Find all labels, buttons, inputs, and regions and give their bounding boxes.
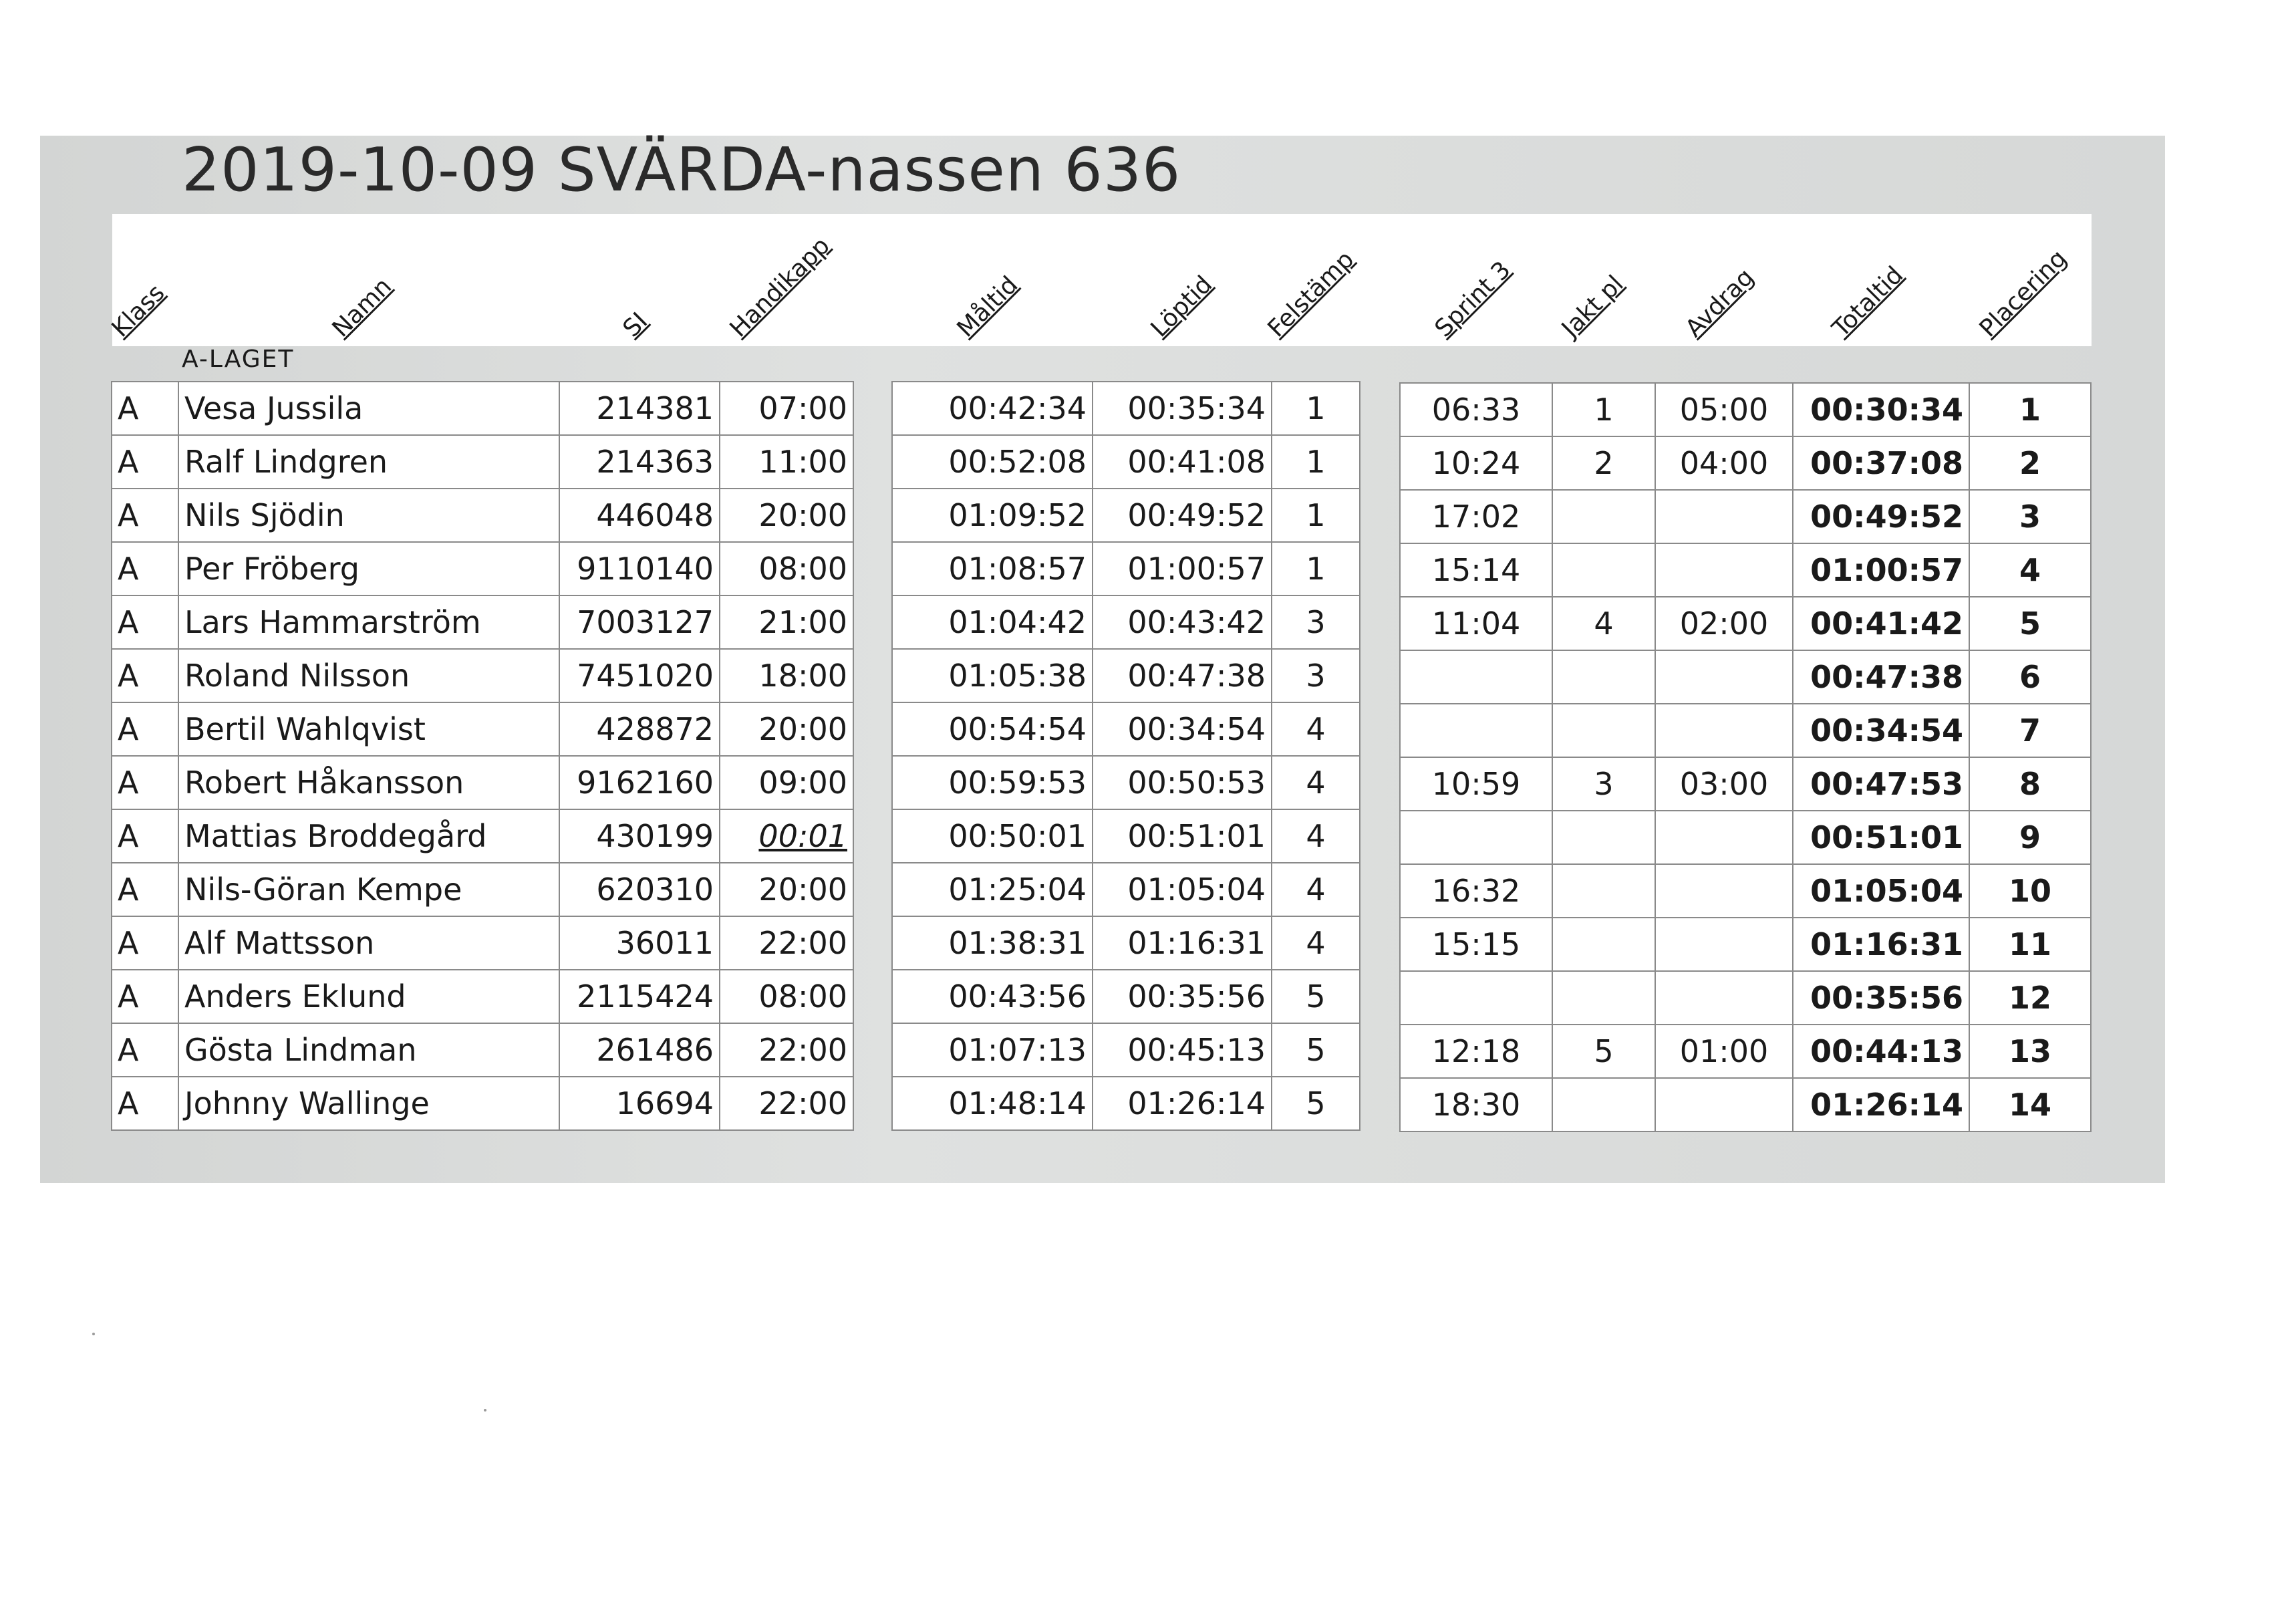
cell-klass: A (112, 595, 178, 649)
cell-totaltid: 00:51:01 (1793, 811, 1969, 864)
cell-namn: Anders Eklund (178, 970, 559, 1023)
cell-sprint (1400, 971, 1552, 1025)
table-row (892, 1077, 1360, 1130)
cell-handikapp: 18:00 (720, 649, 853, 702)
cell-jakt (1552, 864, 1655, 918)
cell-avdrag (1655, 971, 1793, 1025)
cell-jakt: 2 (1552, 436, 1655, 490)
cell-handikapp: 00:01 (720, 809, 853, 863)
cell-si: 428872 (559, 702, 720, 756)
cell-si: 430199 (559, 809, 720, 863)
cell-si: 16694 (559, 1077, 720, 1130)
cell-sprint: 18:30 (1400, 1078, 1552, 1131)
cell-maltid: 01:07:13 (892, 1023, 1093, 1077)
cell-namn: Alf Mattsson (178, 916, 559, 970)
cell-namn: Vesa Jussila (178, 382, 559, 435)
cell-klass: A (112, 809, 178, 863)
table-row (892, 756, 1360, 809)
cell-namn: Nils-Göran Kempe (178, 863, 559, 916)
cell-klass: A (112, 916, 178, 970)
cell-felstamp: 4 (1272, 863, 1360, 916)
cell-sprint: 06:33 (1400, 383, 1552, 436)
cell-sprint: 10:59 (1400, 757, 1552, 811)
cell-placering: 5 (1969, 597, 2091, 650)
cell-maltid: 01:48:14 (892, 1077, 1093, 1130)
cell-totaltid: 01:05:04 (1793, 864, 1969, 918)
table-row (112, 649, 853, 702)
table-row (1400, 490, 2091, 543)
header-placering: Placering (1974, 245, 2073, 343)
cell-si: 36011 (559, 916, 720, 970)
cell-totaltid: 00:35:56 (1793, 971, 1969, 1025)
cell-placering: 3 (1969, 490, 2091, 543)
cell-sprint: 16:32 (1400, 864, 1552, 918)
cell-loptid: 00:47:38 (1093, 649, 1272, 702)
header-handikapp: Handikapp (724, 232, 835, 343)
cell-totaltid: 00:34:54 (1793, 704, 1969, 757)
table-row (1400, 704, 2091, 757)
cell-namn: Johnny Wallinge (178, 1077, 559, 1130)
cell-felstamp: 4 (1272, 756, 1360, 809)
page-title: 2019-10-09 SVÄRDA-nassen 636 (182, 135, 1181, 205)
cell-maltid: 00:52:08 (892, 435, 1093, 489)
cell-felstamp: 5 (1272, 1077, 1360, 1130)
cell-klass: A (112, 970, 178, 1023)
header-totaltid: Totaltid (1827, 261, 1909, 343)
table-row (112, 595, 853, 649)
cell-jakt (1552, 650, 1655, 704)
cell-felstamp: 5 (1272, 1023, 1360, 1077)
cell-klass: A (112, 435, 178, 489)
cell-jakt: 5 (1552, 1025, 1655, 1078)
cell-felstamp: 5 (1272, 970, 1360, 1023)
cell-namn: Robert Håkansson (178, 756, 559, 809)
cell-loptid: 01:00:57 (1093, 542, 1272, 595)
cell-maltid: 01:08:57 (892, 542, 1093, 595)
cell-maltid: 01:05:38 (892, 649, 1093, 702)
cell-loptid: 00:35:56 (1093, 970, 1272, 1023)
cell-placering: 9 (1969, 811, 2091, 864)
header-klass: Klass (106, 279, 170, 343)
table-row (1400, 597, 2091, 650)
cell-felstamp: 4 (1272, 809, 1360, 863)
scan-speck (484, 1409, 486, 1412)
cell-namn: Bertil Wahlqvist (178, 702, 559, 756)
cell-jakt (1552, 490, 1655, 543)
results-table-times (891, 381, 1360, 1131)
cell-loptid: 00:34:54 (1093, 702, 1272, 756)
table-row (1400, 1025, 2091, 1078)
results-table-totals (1399, 382, 2092, 1132)
table-row (1400, 650, 2091, 704)
cell-handikapp: 08:00 (720, 542, 853, 595)
cell-avdrag (1655, 490, 1793, 543)
cell-felstamp: 1 (1272, 435, 1360, 489)
cell-sprint: 15:15 (1400, 918, 1552, 971)
cell-totaltid: 00:37:08 (1793, 436, 1969, 490)
cell-handikapp: 07:00 (720, 382, 853, 435)
cell-si: 214363 (559, 435, 720, 489)
cell-felstamp: 4 (1272, 702, 1360, 756)
cell-maltid: 00:43:56 (892, 970, 1093, 1023)
cell-loptid: 01:16:31 (1093, 916, 1272, 970)
cell-namn: Lars Hammarström (178, 595, 559, 649)
table-row (112, 435, 853, 489)
table-row (1400, 543, 2091, 597)
cell-avdrag: 05:00 (1655, 383, 1793, 436)
cell-namn: Per Fröberg (178, 542, 559, 595)
table-row (1400, 971, 2091, 1025)
cell-handikapp: 20:00 (720, 863, 853, 916)
cell-felstamp: 1 (1272, 542, 1360, 595)
cell-si: 620310 (559, 863, 720, 916)
cell-avdrag: 04:00 (1655, 436, 1793, 490)
cell-avdrag (1655, 918, 1793, 971)
section-label: A-LAGET (182, 346, 295, 373)
cell-namn: Mattias Broddegård (178, 809, 559, 863)
cell-loptid: 01:26:14 (1093, 1077, 1272, 1130)
cell-klass: A (112, 649, 178, 702)
cell-totaltid: 01:26:14 (1793, 1078, 1969, 1131)
cell-si: 9110140 (559, 542, 720, 595)
cell-maltid: 01:09:52 (892, 489, 1093, 542)
cell-avdrag (1655, 864, 1793, 918)
cell-klass: A (112, 1023, 178, 1077)
cell-felstamp: 4 (1272, 916, 1360, 970)
table-row (892, 1023, 1360, 1077)
cell-namn: Gösta Lindman (178, 1023, 559, 1077)
column-header-band (112, 214, 2092, 346)
table-row (112, 1023, 853, 1077)
table-row (1400, 811, 2091, 864)
cell-totaltid: 00:47:38 (1793, 650, 1969, 704)
cell-sprint (1400, 811, 1552, 864)
table-row (892, 809, 1360, 863)
table-row (892, 916, 1360, 970)
cell-placering: 7 (1969, 704, 2091, 757)
cell-totaltid: 00:44:13 (1793, 1025, 1969, 1078)
cell-klass: A (112, 702, 178, 756)
cell-maltid: 01:38:31 (892, 916, 1093, 970)
cell-placering: 14 (1969, 1078, 2091, 1131)
cell-sprint (1400, 650, 1552, 704)
cell-loptid: 01:05:04 (1093, 863, 1272, 916)
cell-handikapp: 20:00 (720, 702, 853, 756)
cell-placering: 10 (1969, 864, 2091, 918)
results-table-participants (111, 381, 854, 1131)
table-row (1400, 383, 2091, 436)
cell-klass: A (112, 489, 178, 542)
cell-jakt (1552, 811, 1655, 864)
cell-handikapp: 20:00 (720, 489, 853, 542)
cell-handikapp: 22:00 (720, 916, 853, 970)
cell-maltid: 00:59:53 (892, 756, 1093, 809)
table-row (1400, 1078, 2091, 1131)
table-row (892, 489, 1360, 542)
cell-namn: Roland Nilsson (178, 649, 559, 702)
cell-felstamp: 1 (1272, 382, 1360, 435)
table-row (892, 542, 1360, 595)
cell-totaltid: 00:30:34 (1793, 383, 1969, 436)
cell-si: 446048 (559, 489, 720, 542)
cell-maltid: 00:50:01 (892, 809, 1093, 863)
cell-loptid: 00:50:53 (1093, 756, 1272, 809)
cell-totaltid: 00:41:42 (1793, 597, 1969, 650)
cell-loptid: 00:49:52 (1093, 489, 1272, 542)
header-felstamp: Felstämp (1262, 245, 1360, 343)
table-row (112, 382, 853, 435)
table-row (892, 595, 1360, 649)
table-row (892, 435, 1360, 489)
cell-klass: A (112, 1077, 178, 1130)
cell-jakt (1552, 918, 1655, 971)
cell-totaltid: 01:16:31 (1793, 918, 1969, 971)
cell-si: 7451020 (559, 649, 720, 702)
table-row (892, 970, 1360, 1023)
cell-klass: A (112, 542, 178, 595)
cell-totaltid: 00:47:53 (1793, 757, 1969, 811)
header-sprint: Sprint 3 (1429, 256, 1516, 343)
table-row (112, 542, 853, 595)
cell-avdrag (1655, 811, 1793, 864)
table-row (112, 863, 853, 916)
cell-totaltid: 00:49:52 (1793, 490, 1969, 543)
cell-si: 9162160 (559, 756, 720, 809)
cell-klass: A (112, 382, 178, 435)
table-row (112, 916, 853, 970)
cell-placering: 1 (1969, 383, 2091, 436)
cell-si: 261486 (559, 1023, 720, 1077)
cell-placering: 11 (1969, 918, 2091, 971)
cell-maltid: 00:54:54 (892, 702, 1093, 756)
cell-handikapp: 09:00 (720, 756, 853, 809)
cell-avdrag (1655, 1078, 1793, 1131)
cell-sprint: 11:04 (1400, 597, 1552, 650)
cell-sprint: 17:02 (1400, 490, 1552, 543)
cell-jakt: 4 (1552, 597, 1655, 650)
cell-loptid: 00:35:34 (1093, 382, 1272, 435)
header-jakt: Jakt pl (1556, 270, 1629, 343)
cell-placering: 12 (1969, 971, 2091, 1025)
table-row (112, 970, 853, 1023)
cell-si: 2115424 (559, 970, 720, 1023)
cell-placering: 2 (1969, 436, 2091, 490)
cell-jakt (1552, 1078, 1655, 1131)
table-row (112, 1077, 853, 1130)
table-row (112, 756, 853, 809)
table-row (1400, 864, 2091, 918)
cell-handikapp: 08:00 (720, 970, 853, 1023)
cell-namn: Nils Sjödin (178, 489, 559, 542)
cell-maltid: 01:04:42 (892, 595, 1093, 649)
table-row (892, 382, 1360, 435)
header-si: SI (617, 307, 654, 343)
cell-placering: 6 (1969, 650, 2091, 704)
table-row (112, 702, 853, 756)
header-loptid: Löptid (1145, 270, 1218, 343)
cell-placering: 8 (1969, 757, 2091, 811)
cell-placering: 4 (1969, 543, 2091, 597)
table-row (892, 702, 1360, 756)
cell-jakt (1552, 543, 1655, 597)
cell-avdrag: 02:00 (1655, 597, 1793, 650)
scan-speck (92, 1333, 95, 1335)
cell-handikapp: 22:00 (720, 1077, 853, 1130)
cell-felstamp: 3 (1272, 595, 1360, 649)
cell-handikapp: 21:00 (720, 595, 853, 649)
cell-jakt: 3 (1552, 757, 1655, 811)
cell-avdrag: 01:00 (1655, 1025, 1793, 1078)
table-row (1400, 436, 2091, 490)
cell-felstamp: 1 (1272, 489, 1360, 542)
cell-klass: A (112, 756, 178, 809)
cell-si: 214381 (559, 382, 720, 435)
header-avdrag: Avdrag (1680, 263, 1759, 343)
cell-loptid: 00:41:08 (1093, 435, 1272, 489)
cell-jakt (1552, 704, 1655, 757)
header-namn: Namn (327, 273, 398, 343)
cell-loptid: 00:45:13 (1093, 1023, 1272, 1077)
table-row (1400, 757, 2091, 811)
cell-handikapp: 22:00 (720, 1023, 853, 1077)
cell-felstamp: 3 (1272, 649, 1360, 702)
cell-maltid: 00:42:34 (892, 382, 1093, 435)
cell-handikapp: 11:00 (720, 435, 853, 489)
cell-loptid: 00:51:01 (1093, 809, 1272, 863)
cell-sprint (1400, 704, 1552, 757)
cell-placering: 13 (1969, 1025, 2091, 1078)
table-row (112, 489, 853, 542)
cell-jakt: 1 (1552, 383, 1655, 436)
table-row (892, 863, 1360, 916)
table-row (1400, 918, 2091, 971)
cell-maltid: 01:25:04 (892, 863, 1093, 916)
table-row (892, 649, 1360, 702)
cell-avdrag (1655, 650, 1793, 704)
cell-jakt (1552, 971, 1655, 1025)
cell-avdrag (1655, 704, 1793, 757)
table-row (112, 809, 853, 863)
cell-sprint: 15:14 (1400, 543, 1552, 597)
cell-avdrag (1655, 543, 1793, 597)
cell-sprint: 10:24 (1400, 436, 1552, 490)
cell-klass: A (112, 863, 178, 916)
cell-namn: Ralf Lindgren (178, 435, 559, 489)
cell-si: 7003127 (559, 595, 720, 649)
cell-loptid: 00:43:42 (1093, 595, 1272, 649)
header-maltid: Måltid (952, 271, 1024, 343)
cell-sprint: 12:18 (1400, 1025, 1552, 1078)
cell-avdrag: 03:00 (1655, 757, 1793, 811)
cell-totaltid: 01:00:57 (1793, 543, 1969, 597)
